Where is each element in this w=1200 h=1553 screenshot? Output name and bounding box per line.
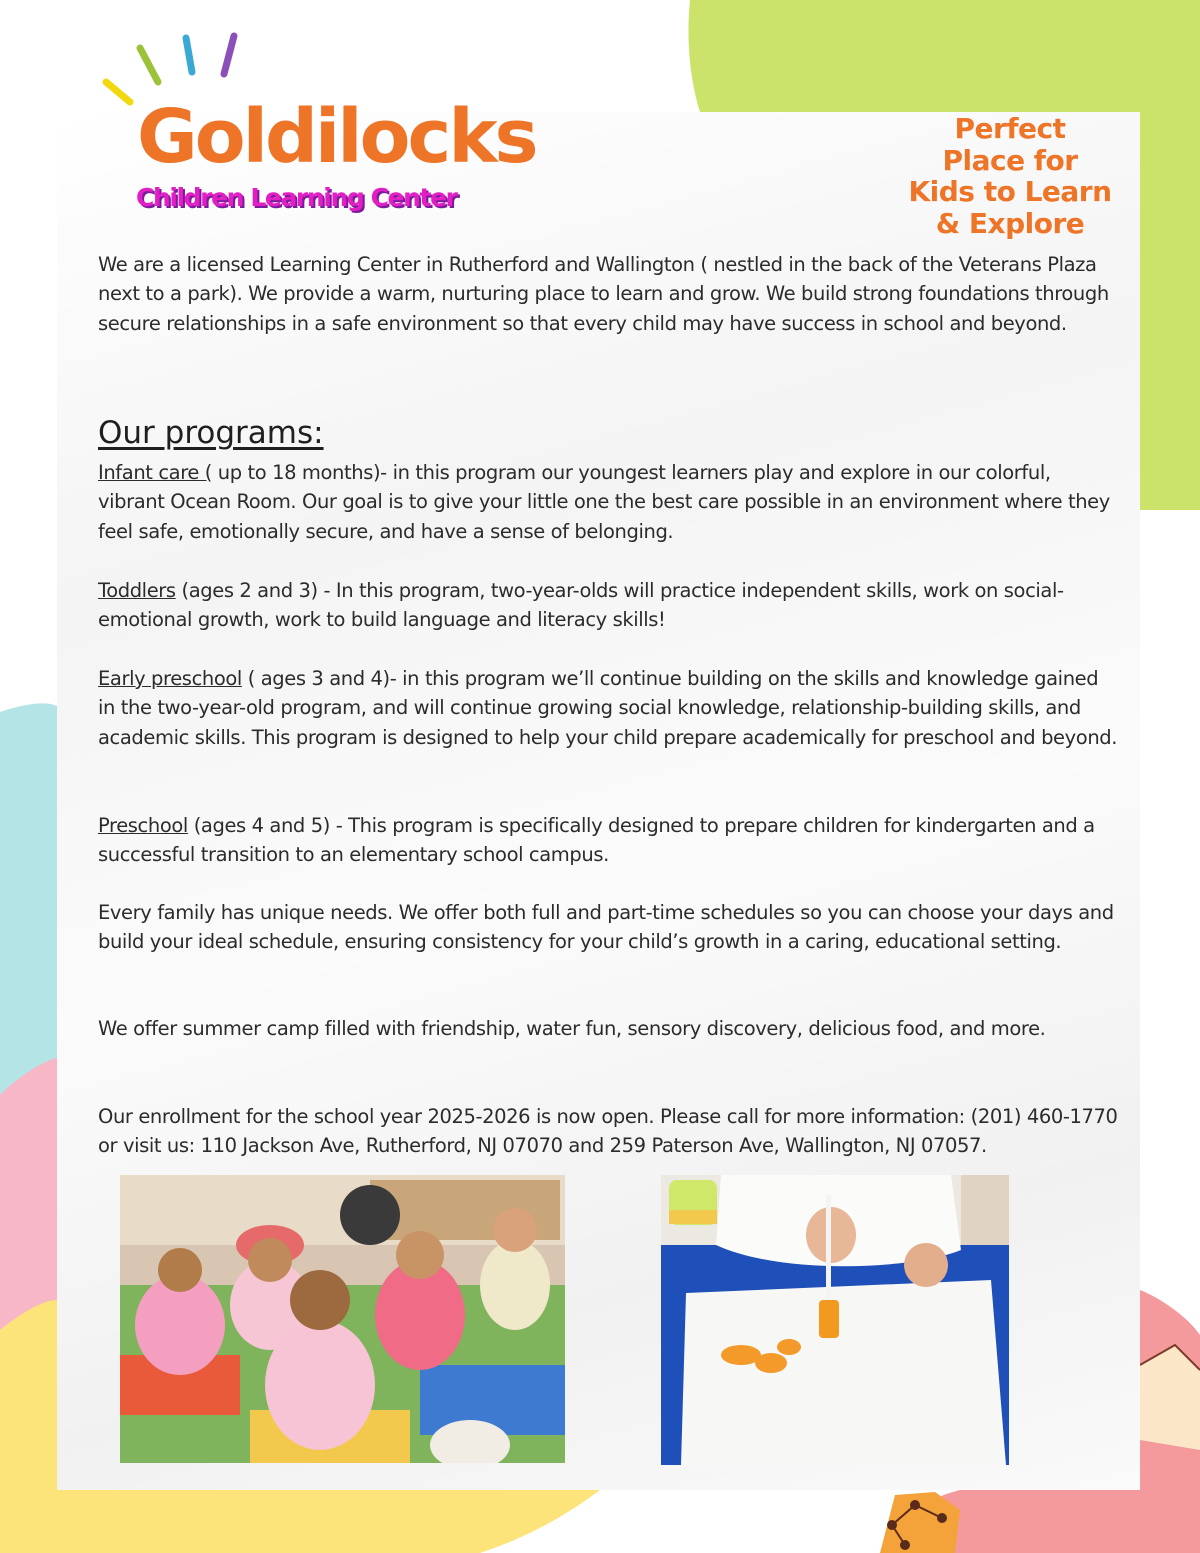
pink-blob xyxy=(0,1058,57,1330)
program-description: (ages 2 and 3) - In this program, two-year-olds will practice independent skills, work on social-emotional growth, work to build language and literacy skills! xyxy=(98,579,1064,632)
program-description: ( ages 3 and 4)- in this program we’ll continue building on the skills and knowledge gained in the two-year-old program, and will continue growing social knowledge, relationship-building skills, and academic skills. This program is designed to help your child prepare academically for preschool and beyond. xyxy=(98,667,1118,749)
children-circle-time-photo xyxy=(120,1175,565,1463)
tagline-line: Kids to Learn xyxy=(908,175,1112,208)
tagline-line: Perfect xyxy=(954,112,1066,145)
aqua-blob xyxy=(0,703,57,1095)
tagline-line: Place for xyxy=(942,143,1078,177)
tagline-line: & Explore xyxy=(935,206,1085,240)
tagline xyxy=(900,113,1120,239)
intro-paragraph: We are a licensed Learning Center in Rutherford and Wallington ( nestled in the back of the Veterans Plaza next to a park). We provide a warm, nurturing place to learn and grow. We build strong foundations through secure relationships in a safe environment so that every child may have success in school and beyond. xyxy=(98,253,1109,335)
child-painting-photo xyxy=(661,1175,1009,1465)
program-name: Toddlers xyxy=(98,579,176,602)
program-name: Preschool xyxy=(98,814,188,837)
summer-camp-paragraph: We offer summer camp filled with friendship, water fun, sensory discovery, delicious food, and more. xyxy=(98,1017,1046,1040)
brand-name: Goldilocks xyxy=(137,94,536,180)
program-infant xyxy=(98,458,1118,546)
program-name: Early preschool xyxy=(98,667,242,690)
enrollment-paragraph: Our enrollment for the school year 2025-2026 is now open. Please call for more information: (201) 460-1770 or visit us: 110 Jackson Ave, Rutherford, NJ 07070 and 259 Paterson Ave, Wallington, NJ 07057. xyxy=(98,1105,1118,1158)
brand-subtitle: Children Learning Center xyxy=(136,183,457,212)
schedules-paragraph: Every family has unique needs. We offer both full and part-time schedules so you can choose your days and build your ideal schedule, ensuring consistency for your child’s growth in a caring, educational setting. xyxy=(98,901,1114,954)
program-early-preschool xyxy=(98,664,1118,752)
program-description: (ages 4 and 5) - This program is specifically designed to prepare children for kindergarten and a successful transition to an elementary school campus. xyxy=(98,814,1095,867)
program-toddlers xyxy=(98,576,1118,635)
program-preschool xyxy=(98,811,1118,870)
program-description: up to 18 months)- in this program our youngest learners play and explore in our colorful, vibrant Ocean Room. Our goal is to give your little one the best care possible in an environment where they feel safe, emotionally secure, and have a sense of belonging. xyxy=(98,461,1110,543)
program-name: Infant care ( xyxy=(98,461,212,484)
programs-heading: Our programs: xyxy=(98,415,324,451)
